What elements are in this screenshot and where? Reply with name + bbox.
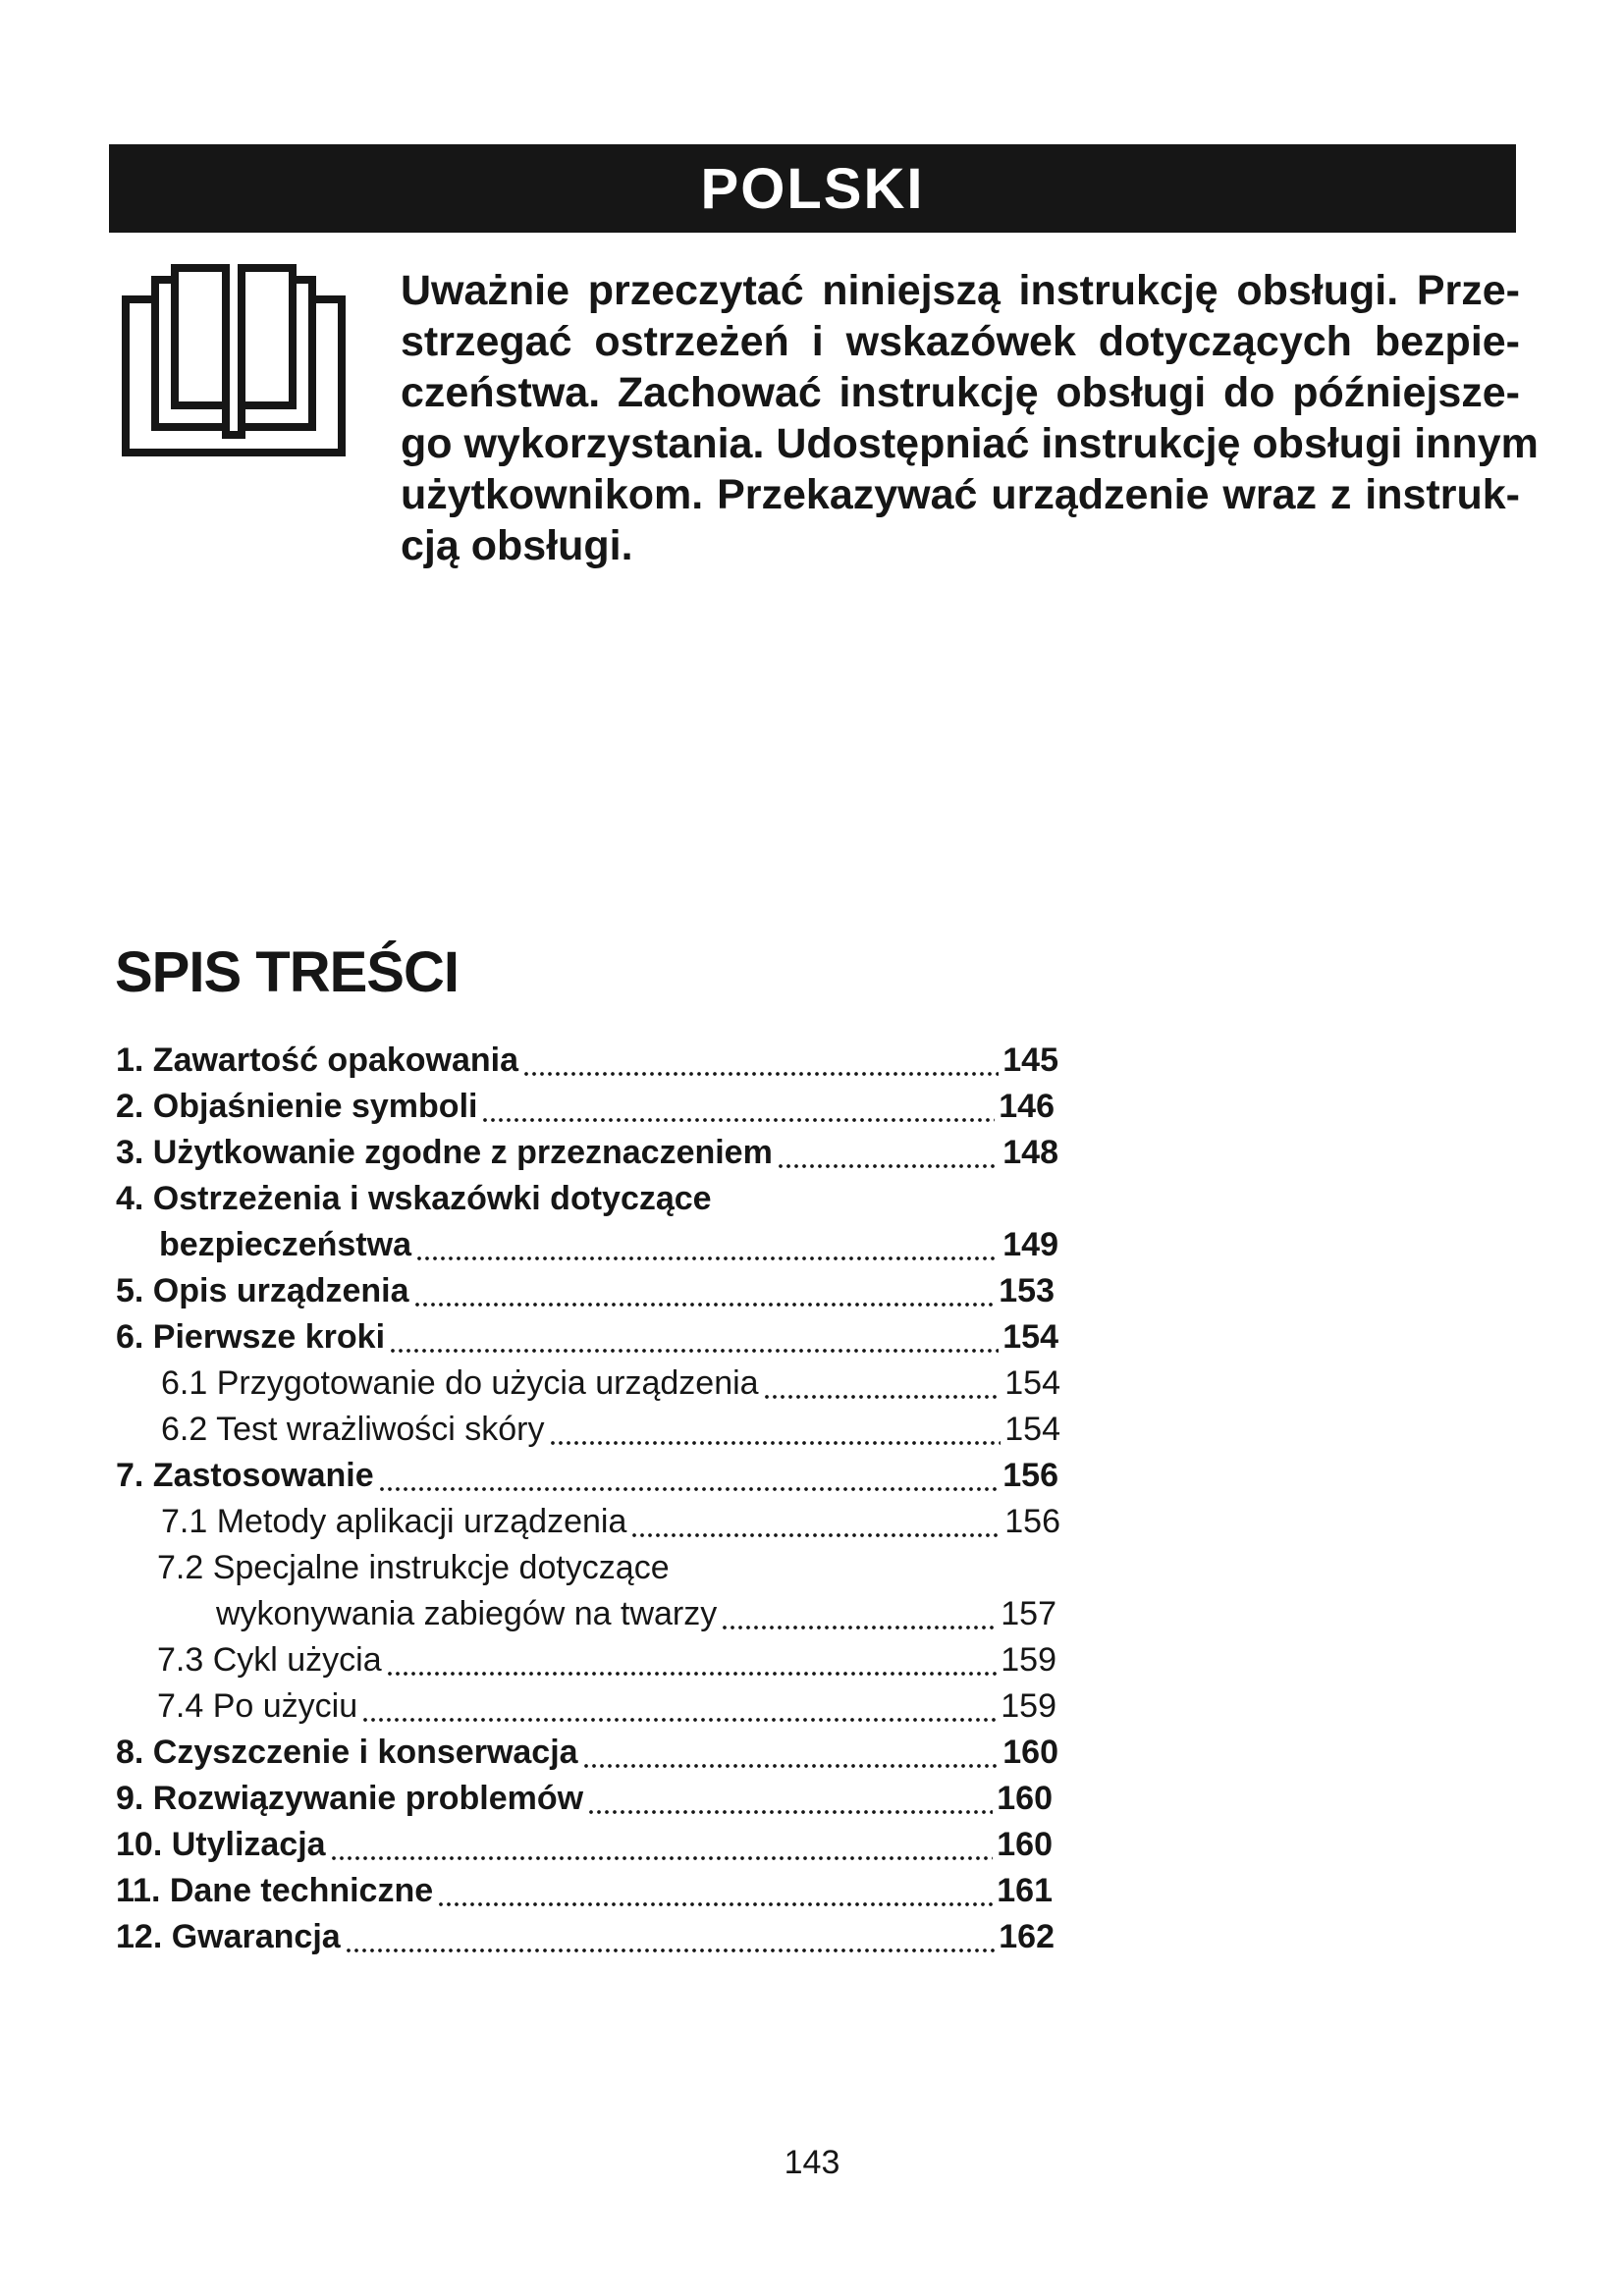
toc-leader	[413, 1273, 996, 1312]
toc-entry-page: 154	[1002, 1318, 1058, 1356]
toc-leader	[721, 1596, 997, 1635]
toc-leader	[522, 1042, 999, 1082]
toc-entry-text: 8. Czyszczenie i konserwacja	[116, 1734, 578, 1771]
toc-entry	[216, 1592, 1056, 1635]
intro-line: Uważnie przeczytać niniejszą instrukcję obsługi. Prze-	[401, 267, 1520, 314]
toc-entry-page: 159	[1001, 1687, 1056, 1725]
toc-entry	[157, 1638, 1056, 1682]
toc-entry-text: bezpieczeństwa	[159, 1226, 411, 1263]
toc-entry-text: 1. Zawartość opakowania	[116, 1041, 519, 1079]
toc-entry-page: 157	[1001, 1595, 1056, 1632]
toc-entry	[116, 1177, 1058, 1220]
toc-entry	[161, 1362, 1060, 1405]
toc-leader	[361, 1688, 997, 1728]
toc-entry-text: 5. Opis urządzenia	[116, 1272, 409, 1309]
toc-entry-text: 7.1 Metody aplikacji urządzenia	[161, 1503, 627, 1540]
toc-entry-text: 6. Pierwsze kroki	[116, 1318, 386, 1356]
toc-entry-text: 6.1 Przygotowanie do użycia urządzenia	[161, 1364, 759, 1402]
toc-leader	[582, 1735, 1000, 1774]
toc-entry	[116, 1731, 1058, 1774]
toc-entry	[116, 1915, 1055, 1958]
toc-leader	[587, 1781, 993, 1820]
toc-entry-page: 145	[1002, 1041, 1058, 1079]
toc-entry	[116, 1869, 1053, 1912]
toc-leader	[415, 1227, 999, 1266]
toc-entry-text: 6.2 Test wrażliwości skóry	[161, 1411, 545, 1448]
toc-title: SPIS TREŚCI	[115, 940, 459, 1004]
toc-entry-page: 149	[1002, 1226, 1058, 1263]
toc-entry	[116, 1823, 1053, 1866]
open-book-icon	[120, 262, 348, 458]
toc-entry	[116, 1039, 1058, 1082]
toc-leader	[481, 1089, 995, 1128]
toc-leader	[345, 1919, 996, 1958]
language-title: POLSKI	[700, 156, 925, 221]
intro-line: go wykorzystania. Udostępniać instrukcję obsługi innym	[401, 420, 1539, 467]
toc-leader	[437, 1873, 993, 1912]
toc-entry-text: 2. Objaśnienie symboli	[116, 1088, 478, 1125]
toc-entry-text: 12. Gwarancja	[116, 1918, 341, 1955]
toc-entry	[116, 1777, 1053, 1820]
intro-line: czeństwa. Zachować instrukcję obsługi do późniejsze-	[401, 369, 1520, 416]
intro-paragraph	[401, 265, 1539, 571]
language-banner	[109, 144, 1516, 233]
toc-entry-page: 160	[997, 1780, 1053, 1817]
toc-leader	[763, 1365, 1001, 1405]
toc-entry	[161, 1500, 1060, 1543]
intro-line: cją obsługi.	[401, 522, 633, 569]
toc-entry-text: 7.2 Specjalne instrukcje dotyczące	[157, 1549, 670, 1586]
intro-line: strzegać ostrzeżeń i wskazówek dotyczących bezpie-	[401, 318, 1520, 365]
toc-entry	[116, 1454, 1058, 1497]
toc-entry-text: 10. Utylizacja	[116, 1826, 326, 1863]
toc-leader	[549, 1412, 1001, 1451]
toc-entry-page: 154	[1004, 1364, 1060, 1402]
toc-entry-text: 3. Użytkowanie zgodne z przeznaczeniem	[116, 1134, 773, 1171]
toc-entry-page: 160	[997, 1826, 1053, 1863]
toc-entry-page: 161	[997, 1872, 1053, 1909]
toc-entry-page: 156	[1002, 1457, 1058, 1494]
toc-entry-text: 11. Dane techniczne	[116, 1872, 434, 1909]
toc-entry	[116, 1315, 1058, 1359]
toc-entry-page: 156	[1004, 1503, 1060, 1540]
page-number: 143	[784, 2144, 840, 2181]
toc-entry	[159, 1223, 1058, 1266]
toc-leader	[378, 1458, 1000, 1497]
toc-entry-page: 153	[999, 1272, 1055, 1309]
toc-entry-text: 4. Ostrzeżenia i wskazówki dotyczące	[116, 1180, 712, 1217]
toc-entry-page: 148	[1002, 1134, 1058, 1171]
toc-leader	[389, 1319, 999, 1359]
toc-entry-text: 7.4 Po użyciu	[157, 1687, 358, 1725]
toc-entry-page: 146	[999, 1088, 1055, 1125]
toc-entry	[157, 1546, 1060, 1589]
toc-entry	[157, 1684, 1056, 1728]
toc-entry	[161, 1408, 1060, 1451]
toc-leader	[386, 1642, 998, 1682]
toc-entry-page: 160	[1002, 1734, 1058, 1771]
toc-entry-page: 159	[1001, 1641, 1056, 1679]
toc-entry	[116, 1131, 1058, 1174]
toc-entry	[116, 1269, 1055, 1312]
toc-leader	[330, 1827, 994, 1866]
intro-line: użytkownikom. Przekazywać urządzenie wraz z instruk-	[401, 471, 1520, 518]
toc-entry-text: 7. Zastosowanie	[116, 1457, 374, 1494]
toc-entry	[116, 1085, 1055, 1128]
toc-entry-page: 162	[999, 1918, 1055, 1955]
toc-entry-text: 9. Rozwiązywanie problemów	[116, 1780, 584, 1817]
toc-entry-page: 154	[1004, 1411, 1060, 1448]
toc-leader	[630, 1504, 1001, 1543]
toc-entry-text: wykonywania zabiegów na twarzy	[216, 1595, 718, 1632]
toc-entry-text: 7.3 Cykl użycia	[157, 1641, 382, 1679]
toc-leader	[777, 1135, 999, 1174]
